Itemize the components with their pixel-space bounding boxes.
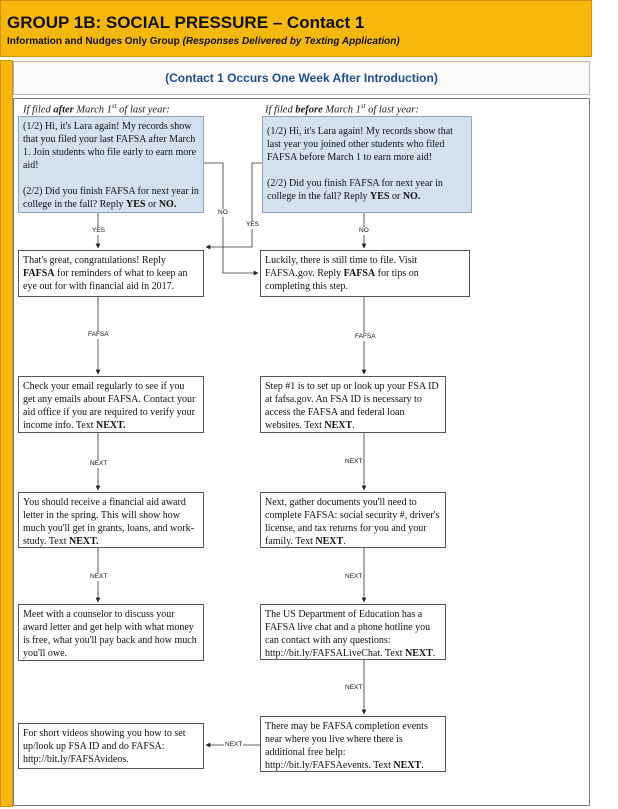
left-step-2 [18, 376, 204, 433]
right-step-4 [260, 604, 446, 660]
label-left-fafsa: FAFSA [88, 331, 109, 338]
message-part-1: (1/2) Hi, it's Lara again! My records show that you filed your last FAFSA after March 1. Join students who file early to earn more aid! [23, 121, 197, 171]
heading-text: of last year: [116, 104, 170, 116]
label-left-next-1: NEXT [90, 460, 108, 467]
right-step-3 [260, 492, 446, 548]
step-text: . [343, 536, 346, 547]
right-step-2 [260, 376, 446, 433]
heading-text: If filed [23, 104, 54, 116]
message-text: or [145, 199, 159, 210]
label-right-no: NO [359, 227, 369, 234]
label-right-next-1: NEXT [345, 458, 363, 465]
step-text: Check your email regularly to see if you get any emails about FAFSA. Contact your aid office if you are required to verify your income info. Text [23, 381, 196, 431]
keyword-fafsa: FAFSA [343, 268, 376, 279]
arrow-left-no [204, 163, 258, 273]
right-step-1 [260, 250, 470, 297]
heading-superscript: st [360, 102, 366, 110]
step-text: . [421, 760, 424, 771]
message-part-2 [23, 185, 199, 211]
message-text: or [389, 191, 403, 202]
step-text: Step #1 is to set up or look up your FSA ID at fafsa.gov. An FSA ID is necessary to access the FAFSA and federal loan websites. Text [265, 381, 439, 431]
left-intro-message [18, 116, 204, 213]
left-step-4: Meet with a counselor to discuss your award letter and get help with what money is free, what you'll pay back and how much you'll owe. [18, 604, 204, 661]
label-left-yes: YES [92, 227, 106, 234]
heading-text: March 1 [322, 104, 361, 116]
right-column-heading [265, 102, 419, 116]
step-text: The US Department of Education has a FAFSA live chat and a phone hotline you can contact with any questions: http://bit.ly/FAFSALiveChat. Text [265, 609, 431, 659]
keyword-yes: YES [370, 191, 390, 202]
keyword-next: NEXT [393, 760, 422, 771]
label-left-no: NO [218, 209, 228, 216]
message-part-2 [267, 177, 467, 203]
message-part-1: (1/2) Hi, it's Lara again! My records show that last year you joined other students who filed FAFSA before March 1 to earn more aid! [267, 126, 453, 163]
message-text: (2/2) Did you finish FAFSA for next year in college in the fall? Reply [267, 178, 443, 202]
heading-text: March 1 [73, 104, 112, 116]
keyword-no: NO. [402, 191, 421, 202]
keyword-next: NEXT. [96, 420, 126, 431]
step-text: . [352, 420, 355, 431]
right-step-5 [260, 716, 446, 772]
step-text: Luckily, there is still time to file. Visit FAFSA.gov. Reply [265, 255, 418, 279]
heading-superscript: st [111, 102, 117, 110]
heading-emphasis: after [53, 104, 74, 116]
left-step-1 [18, 250, 204, 297]
label-left-next-2: NEXT [90, 573, 108, 580]
keyword-next: NEXT [315, 536, 344, 547]
heading-text: If filed [265, 104, 296, 116]
step-text: There may be FAFSA completion events near where you live where there is additional free help: http://bit.ly/FAFSAevents. Text [265, 721, 428, 771]
keyword-next: NEXT. [68, 536, 99, 547]
label-final-next: NEXT [225, 741, 243, 748]
step-text: . [432, 648, 436, 659]
label-right-yes: YES [246, 221, 260, 228]
left-column-heading [23, 102, 170, 116]
page-title: GROUP 1B: SOCIAL PRESSURE – Contact 1 [7, 13, 365, 32]
step-text: for reminders of what to keep an eye out for with financial aid in 2017. [23, 268, 188, 292]
message-text: (2/2) Did you finish FAFSA for next year in college in the fall? Reply [23, 186, 199, 210]
step-text: You should receive a financial aid award letter in the spring. This will show how much you'll get in grants, loans, and work-study. Text [23, 497, 194, 547]
label-right-next-2: NEXT [345, 573, 363, 580]
banner-text: (Contact 1 Occurs One Week After Introduction) [165, 71, 438, 85]
keyword-yes: YES [126, 199, 146, 210]
heading-emphasis: before [295, 104, 323, 116]
keyword-next: NEXT [324, 420, 353, 431]
step-text: That's great, congratulations! Reply [23, 255, 166, 266]
keyword-fafsa: FAFSA [23, 268, 55, 279]
label-right-next-3: NEXT [345, 684, 363, 691]
left-step-5: For short videos showing you how to set up/look up FSA ID and do FAFSA: http://bit.ly/FAFSAvideos. [18, 723, 204, 769]
step-text: Next, gather documents you'll need to complete FAFSA: social security #, driver's license, and tax returns for you and your family. Text [265, 497, 440, 547]
arrow-right-yes [206, 163, 262, 247]
label-right-fafsa: FAFSA [355, 333, 376, 340]
subtitle-italic-text: (Responses Delivered by Texting Application) [182, 36, 400, 47]
left-step-3 [18, 492, 204, 548]
step-text: for tips on completing this step. [265, 268, 419, 292]
keyword-no: NO. [158, 199, 177, 210]
keyword-next: NEXT [405, 648, 433, 659]
subtitle-text: Information and Nudges Only Group [7, 36, 183, 47]
right-intro-message [262, 116, 472, 213]
heading-text: of last year: [365, 104, 419, 116]
